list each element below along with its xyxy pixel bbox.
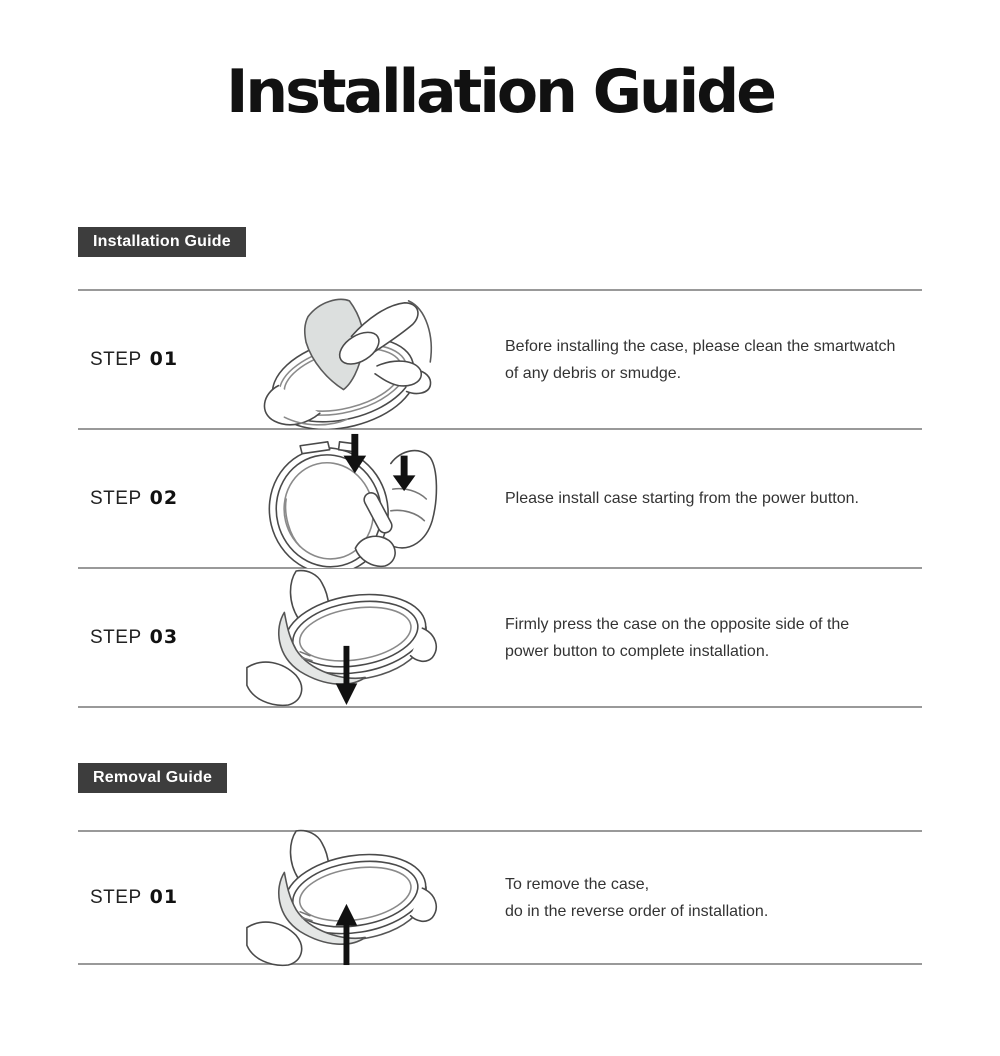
step-row-install-03 — [78, 569, 922, 708]
installation-section — [78, 128, 922, 708]
press-case-drawing — [231, 569, 456, 707]
remove-case-up-illustration — [228, 829, 458, 967]
step-word: STEP — [90, 627, 142, 648]
description-line: do in the reverse order of installation. — [505, 902, 769, 920]
step-row-install-02 — [78, 430, 922, 569]
step-row-remove-01 — [78, 832, 922, 965]
step-number: 02 — [149, 487, 179, 509]
step-row-install-01 — [78, 291, 922, 430]
description-line: Please install case starting from the power button. — [505, 490, 859, 507]
content-area — [78, 128, 922, 965]
install-case-power-button-illustration — [228, 430, 458, 568]
press-case-down-illustration — [228, 569, 458, 707]
description-line: Before installing the case, please clean the smartwatch — [505, 337, 896, 355]
installation-guide-badge: Installation Guide — [78, 227, 246, 257]
step-number: 01 — [149, 886, 179, 908]
description-line: of any debris or smudge. — [505, 364, 682, 382]
removal-section — [78, 708, 922, 965]
installation-guide-page — [0, 56, 1000, 965]
step-description — [458, 871, 922, 925]
step-label — [78, 487, 228, 510]
description-line: Firmly press the case on the opposite side of the — [505, 615, 850, 633]
removal-guide-badge: Removal Guide — [78, 763, 227, 793]
description-line: power button to complete installation. — [505, 642, 770, 660]
install-case-drawing — [231, 430, 456, 568]
step-label — [78, 626, 228, 649]
step-word: STEP — [90, 349, 142, 370]
remove-case-drawing — [231, 829, 456, 967]
step-description — [458, 333, 922, 387]
installation-steps — [78, 289, 922, 708]
clean-smartwatch-illustration — [228, 291, 458, 429]
step-label — [78, 348, 228, 371]
step-description — [458, 485, 922, 512]
step-number: 01 — [149, 348, 179, 370]
page-title: Installation Guide — [226, 57, 774, 127]
step-word: STEP — [90, 488, 142, 509]
step-number: 03 — [149, 626, 179, 648]
removal-steps — [78, 830, 922, 965]
step-description — [458, 611, 922, 665]
step-word: STEP — [90, 887, 142, 908]
step-label — [78, 886, 228, 909]
clean-smartwatch-drawing — [231, 291, 456, 429]
description-line: To remove the case, — [505, 875, 650, 893]
